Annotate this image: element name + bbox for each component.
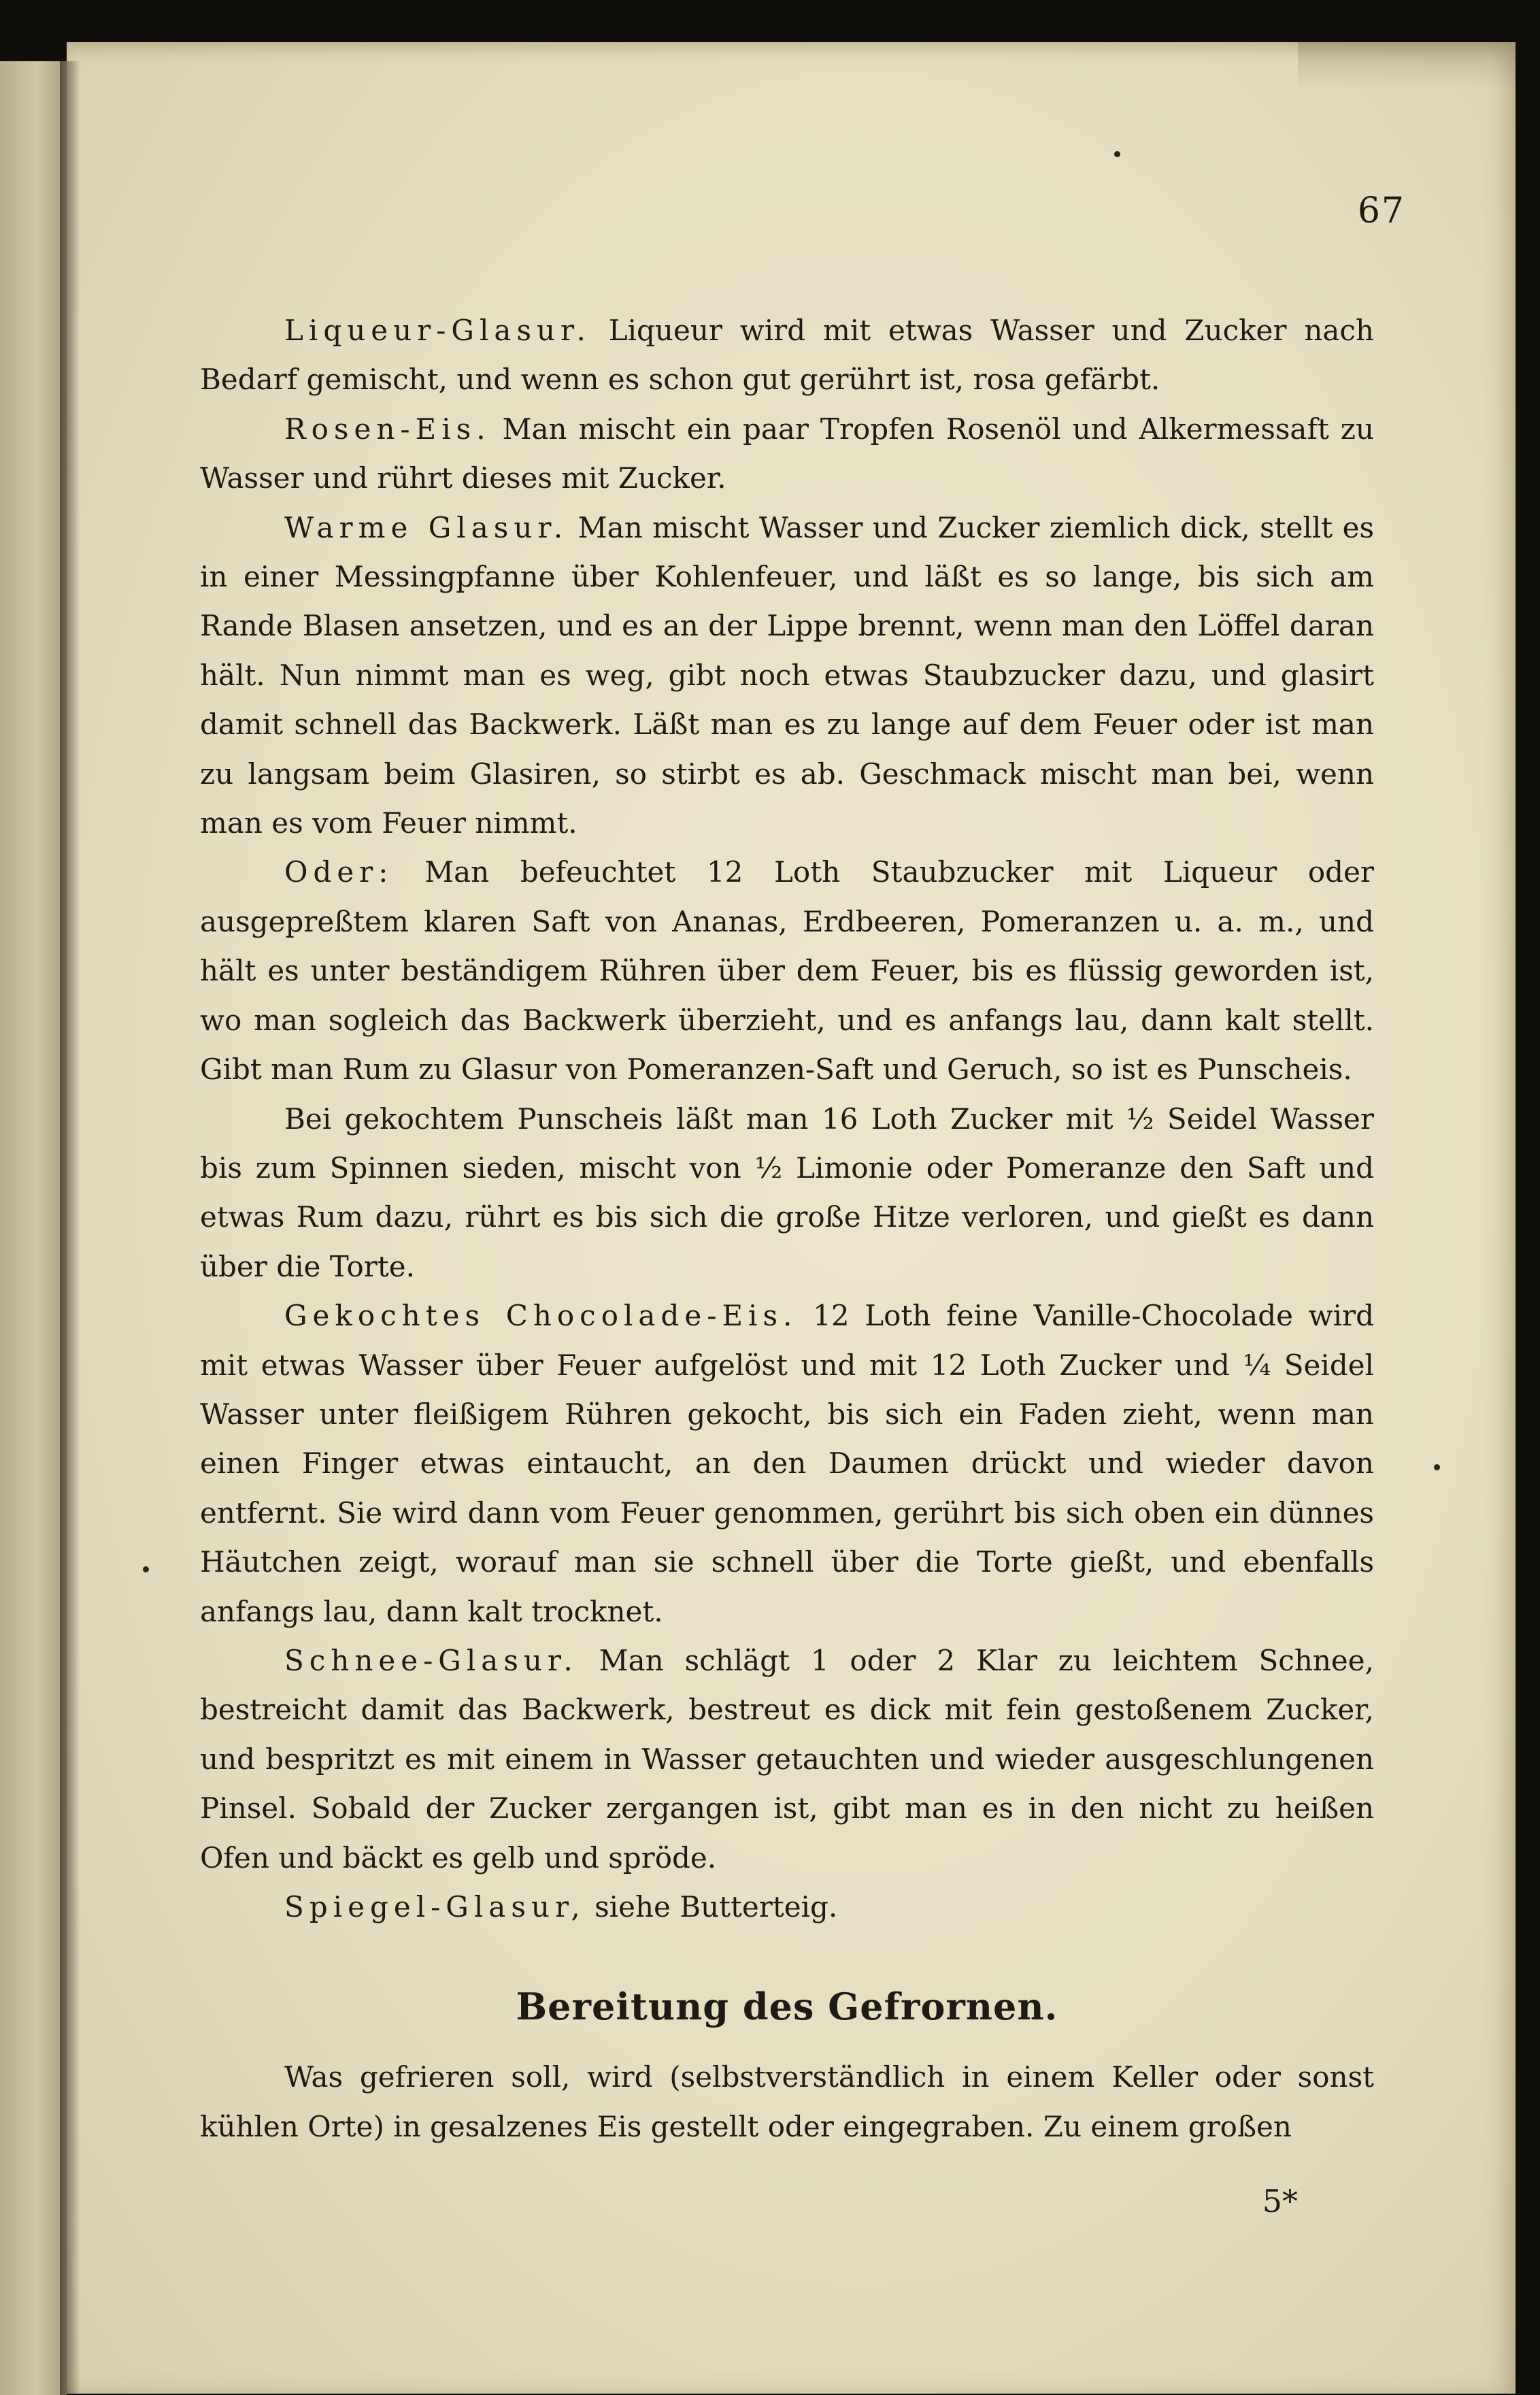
paragraph-warme-glasur xyxy=(200,503,1374,848)
paragraph-rosen-eis xyxy=(200,405,1374,503)
recipe-term: Rosen-Eis. xyxy=(284,412,491,446)
recipe-term: Gekochtes Chocolade-Eis. xyxy=(284,1299,798,1333)
paragraph-text: Bei gekochtem Punscheis läßt man 16 Loth Zucker mit ½ Seidel Wasser bis zum Spinnen sieden, mischt von ½ Limonie oder Pomeranze den Saft und etwas Rum dazu, rührt es bis sich die große Hitze verloren, und gießt es dann über die Torte. xyxy=(200,1102,1374,1283)
paragraph-text: Man schlägt 1 oder 2 Klar zu leichtem Schnee, bestreicht damit das Backwerk, bestreut es dick mit fein gestoßenem Zucker, und bespritzt es mit einem in Wasser getauchten und wieder ausgeschlungenen Pinsel. Sobald der Zucker zergangen ist, gibt man es in den nicht zu heißen Ofen und bäckt es gelb und spröde. xyxy=(200,1643,1374,1874)
paper-speck xyxy=(1434,1464,1440,1470)
facing-page-edge xyxy=(0,61,67,2395)
recipe-term: Liqueur-Glasur. xyxy=(284,314,591,347)
paragraph-text: 12 Loth feine Vanille-Chocolade wird mit etwas Wasser über Feuer aufgelöst und mit 12 Loth Zucker und ¼ Seidel Wasser unter fleißigem Rühren gekocht, bis sich ein Faden zieht, wenn man einen Finger etwas eintaucht, an den Daumen drückt und wieder davon entfernt. Sie wird dann vom Feuer genommen, gerührt bis sich oben ein dünnes Häutchen zeigt, worauf man sie schnell über die Torte gießt, und ebenfalls anfangs lau, dann kalt trocknet. xyxy=(200,1299,1374,1628)
paragraph-text: Man befeuchtet 12 Loth Staubzucker mit Liqueur oder ausgepreßtem klaren Saft von Ananas, Erdbeeren, Pomeranzen u. a. m., und hält es unter beständigem Rühren über dem Feuer, bis es flüssig geworden ist, wo man sogleich das Backwerk überzieht, und es anfangs lau, dann kalt stellt. Gibt man Rum zu Glasur von Pomeranzen-Saft und Geruch, so ist es Punscheis. xyxy=(200,855,1374,1087)
paragraph-text: Man mischt ein paar Tropfen Rosenöl und Alkermessaft zu Wasser und rührt dieses mit Zucker. xyxy=(200,412,1374,495)
paragraph-schnee-glasur xyxy=(200,1636,1374,1883)
book-page xyxy=(67,42,1516,2394)
paragraph-gekochtes-punscheis xyxy=(200,1095,1374,1292)
page-number: 67 xyxy=(1357,191,1405,231)
paragraph-text: Liqueur wird mit etwas Wasser und Zucker nach Bedarf gemischt, und wenn es schon gut gerührt ist, rosa gefärbt. xyxy=(200,314,1374,397)
paragraph-chocolade-eis xyxy=(200,1291,1374,1636)
paragraph-text: siehe Butterteig. xyxy=(585,1890,838,1923)
recipe-term: Schnee-Glasur. xyxy=(284,1643,578,1677)
paper-speck xyxy=(143,1566,149,1572)
paragraph-oder xyxy=(200,848,1374,1094)
recipe-term: Oder: xyxy=(284,855,394,889)
paragraph-liqueur-glasur xyxy=(200,306,1374,405)
recipe-term: Warme Glasur. xyxy=(284,510,569,544)
paragraph-text: Man mischt Wasser und Zucker ziemlich dick, stellt es in einer Messingpfanne über Kohlenfeuer, und läßt es so lange, bis sich am Rande Blasen ansetzen, und es an der Lippe brennt, wenn man den Löffel daran hält. Nun nimmt man es weg, gibt noch etwas Staubzucker dazu, und glasirt damit schnell das Backwerk. Läßt man es zu lange auf dem Feuer oder ist man zu langsam beim Glasiren, so stirbt es ab. Geschmack mischt man bei, wenn man es vom Feuer nimmt. xyxy=(200,510,1374,840)
page-curl-shadow xyxy=(1298,42,1516,90)
paper-speck xyxy=(1114,151,1120,157)
signature-mark: 5* xyxy=(1262,2183,1298,2219)
paragraph-gefrieren: Was gefrieren soll, wird (selbstverständlich in einem Keller oder sonst kühlen Orte) in gesalzenes Eis gestellt oder eingegraben. Zu einem großen xyxy=(200,2060,1374,2143)
body-text xyxy=(200,306,1374,2151)
gutter-shadow xyxy=(60,61,80,2395)
paragraph-spiegel-glasur xyxy=(200,1883,1374,1932)
section-heading: Bereitung des Gefrornen. xyxy=(516,1985,1058,2029)
recipe-term: Spiegel-Glasur, xyxy=(284,1890,586,1923)
